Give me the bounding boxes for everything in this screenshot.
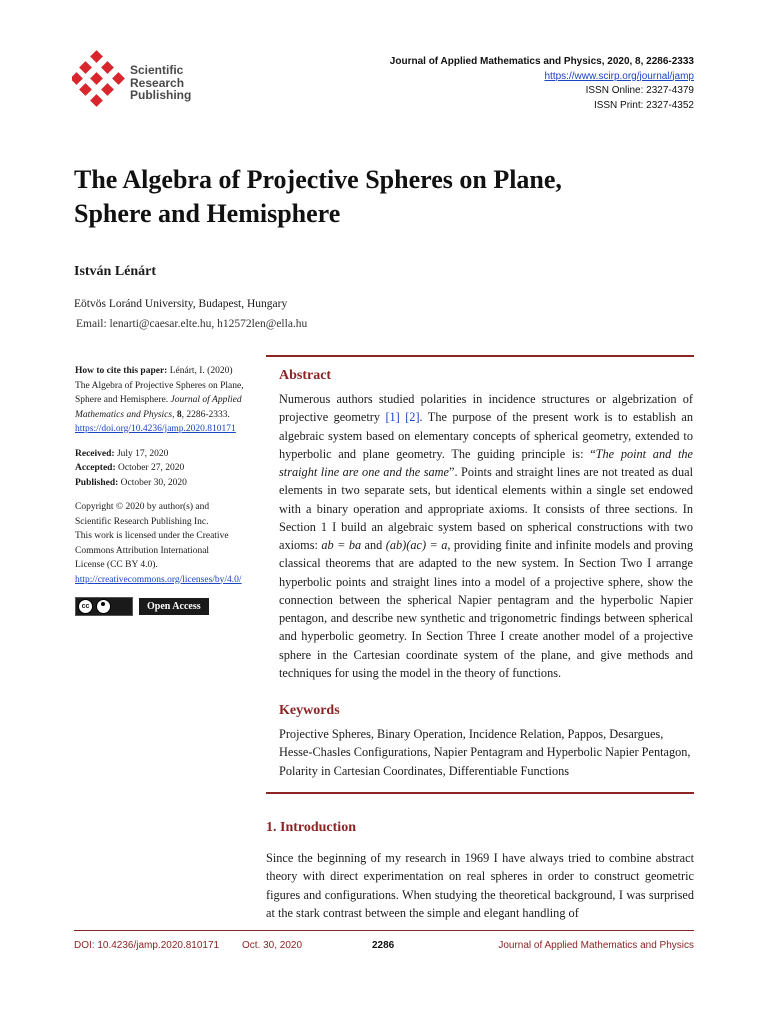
open-access-badge[interactable]: Open Access [139, 598, 209, 615]
axiom-commutative: ab = ba [321, 538, 362, 552]
publisher-name-line2: Research [130, 75, 185, 90]
cite-title-line1: The Algebra of Projective Spheres on Plane, [75, 380, 244, 391]
cite-pages: , 2286-2333. [181, 409, 230, 420]
issn-online: ISSN Online: 2327-4379 [585, 85, 694, 96]
license-badges [75, 597, 265, 616]
journal-citation-line: Journal of Applied Mathematics and Physics, 2020, 8, 2286-2333 [389, 56, 694, 67]
introduction-body [266, 849, 694, 922]
publisher-name-line3: Publishing [130, 88, 192, 102]
how-to-cite [75, 364, 265, 437]
publisher-name [130, 64, 191, 102]
received-date: July 17, 2020 [114, 448, 169, 459]
abstract-text-part3: ”. Points and straight lines are not treated as dual elements in two separate sets, but identical elements within a single set endowed with a binary operation and appropriate axioms. It consists of three sections. In Section 1 I build an algebraic system based on spherical constructions with two axioms: [279, 465, 693, 552]
abstract-top-rule [266, 355, 694, 357]
journal-info [390, 55, 694, 113]
copyright-line3: This work is licensed under the Creative [75, 531, 229, 541]
footer-doi: DOI: 10.4236/jamp.2020.810171 [74, 940, 220, 951]
citation-sidebar [75, 364, 265, 616]
cite-author-year: Lénárt, I. (2020) [167, 366, 233, 376]
attribution-icon [96, 599, 111, 614]
cite-title-line2: Sphere and Hemisphere. [75, 395, 171, 405]
license-link[interactable]: http://creativecommons.org/licenses/by/4.0/ [75, 574, 242, 585]
published-label: Published: [75, 477, 119, 488]
author-email: Email: lenarti@caesar.elte.hu, h12572len@ella.hu [76, 318, 308, 330]
scirp-diamond-logo-icon [72, 50, 130, 112]
published-date: October 30, 2020 [118, 477, 187, 488]
cc-by-badge[interactable] [75, 597, 133, 616]
copyright-line5: License (CC BY 4.0). [75, 560, 158, 570]
received-label: Received: [75, 448, 115, 459]
publisher-name-line1: Scientific [130, 63, 184, 77]
footer-date: Oct. 30, 2020 [242, 940, 303, 951]
abstract-text-part2: . The purpose of the present work is to establish an algebraic system based on elementary concepts of spherical geometry, extended to hyperbolic and plane geometry. The guiding principle is: “ [279, 410, 694, 461]
paper-title [74, 163, 714, 231]
abstract-text-part1: Numerous authors studied polarities in incidence structures or algebrization of projective geometry [279, 392, 693, 425]
publisher-logo [72, 50, 202, 112]
copyright-notice [75, 500, 265, 587]
axiom-conjunction: and [361, 538, 386, 552]
keywords-text: Projective Spheres, Binary Operation, Incidence Relation, Pappos, Desargues, Hesse-Chasles Configurations, Napier Pentagram and Hyperbolic Napier Pentagon, Polarity in Cartesian Coordinates, Differentiable Functions [279, 727, 691, 778]
introduction-heading: 1. Introduction [266, 820, 356, 835]
author-name: István Lénárt [74, 264, 157, 279]
paper-title-line1: The Algebra of Projective Spheres on Plane, [74, 165, 562, 194]
copyright-line4: Commons Attribution International [75, 545, 210, 556]
paper-title-line2: Sphere and Hemisphere [74, 199, 341, 228]
cite-label: How to cite this paper: [75, 366, 168, 376]
introduction-text: Since the beginning of my research in 1969 I have always tried to combine abstract theory with direct experimentation on real spheres in order to construct geometric figures and configurations. When studying the theoretical background, I was surprised at the stark contrast between the simple and elegant handling of [266, 851, 694, 920]
reference-link-2[interactable]: [2] [405, 410, 420, 425]
footer-journal: Journal of Applied Mathematics and Physics [498, 940, 694, 951]
cc-icon: cc [78, 599, 93, 614]
reference-link-1[interactable]: [1] [385, 410, 400, 425]
copyright-line1: Copyright © 2020 by author(s) and [75, 502, 210, 512]
accepted-date: October 27, 2020 [115, 463, 185, 473]
journal-url-link[interactable]: https://www.scirp.org/journal/jamp [544, 70, 694, 82]
doi-link[interactable]: https://doi.org/10.4236/jamp.2020.810171 [75, 424, 236, 434]
footer-rule [74, 930, 694, 931]
cite-journal-part1: Journal of Applied [170, 395, 242, 405]
page-number: 2286 [372, 940, 395, 951]
guiding-principle-quote: The point and the straight line are one and the same [279, 446, 693, 479]
abstract-text-part4: , providing finite and infinite models and proving classical theorems that are adapted to the new system. In Section Two I arrange hyperbolic points and straight lines into a model of a projective sphere, show the connection between the spherical Napier pentagram and the hyperbolic Napier pentagon, and describe new synthetic and trigonometric findings between spherical and hyperbolic geometry. In Section Three I create another model of a projective sphere in the Cartesian coordinate system of the plane, and give methods and techniques for using the model in the theory of functions. [279, 538, 693, 680]
author-affiliation: Eötvös Loránd University, Budapest, Hungary [74, 298, 288, 310]
abstract-body [279, 390, 693, 682]
cite-separator: , [172, 409, 177, 420]
copyright-line2: Scientific Research Publishing Inc. [75, 516, 209, 527]
abstract-heading: Abstract [279, 368, 332, 383]
cite-journal-part2: Mathematics and Physics [75, 409, 173, 420]
publication-dates [75, 447, 265, 491]
keywords-bottom-rule [266, 792, 694, 794]
keywords-body [279, 725, 693, 780]
accepted-label: Accepted: [75, 463, 116, 473]
axiom-product: (ab)(ac) = a [385, 538, 448, 552]
keywords-heading: Keywords [279, 703, 340, 718]
cite-volume: 8 [176, 409, 182, 420]
issn-print: ISSN Print: 2327-4352 [593, 99, 694, 111]
